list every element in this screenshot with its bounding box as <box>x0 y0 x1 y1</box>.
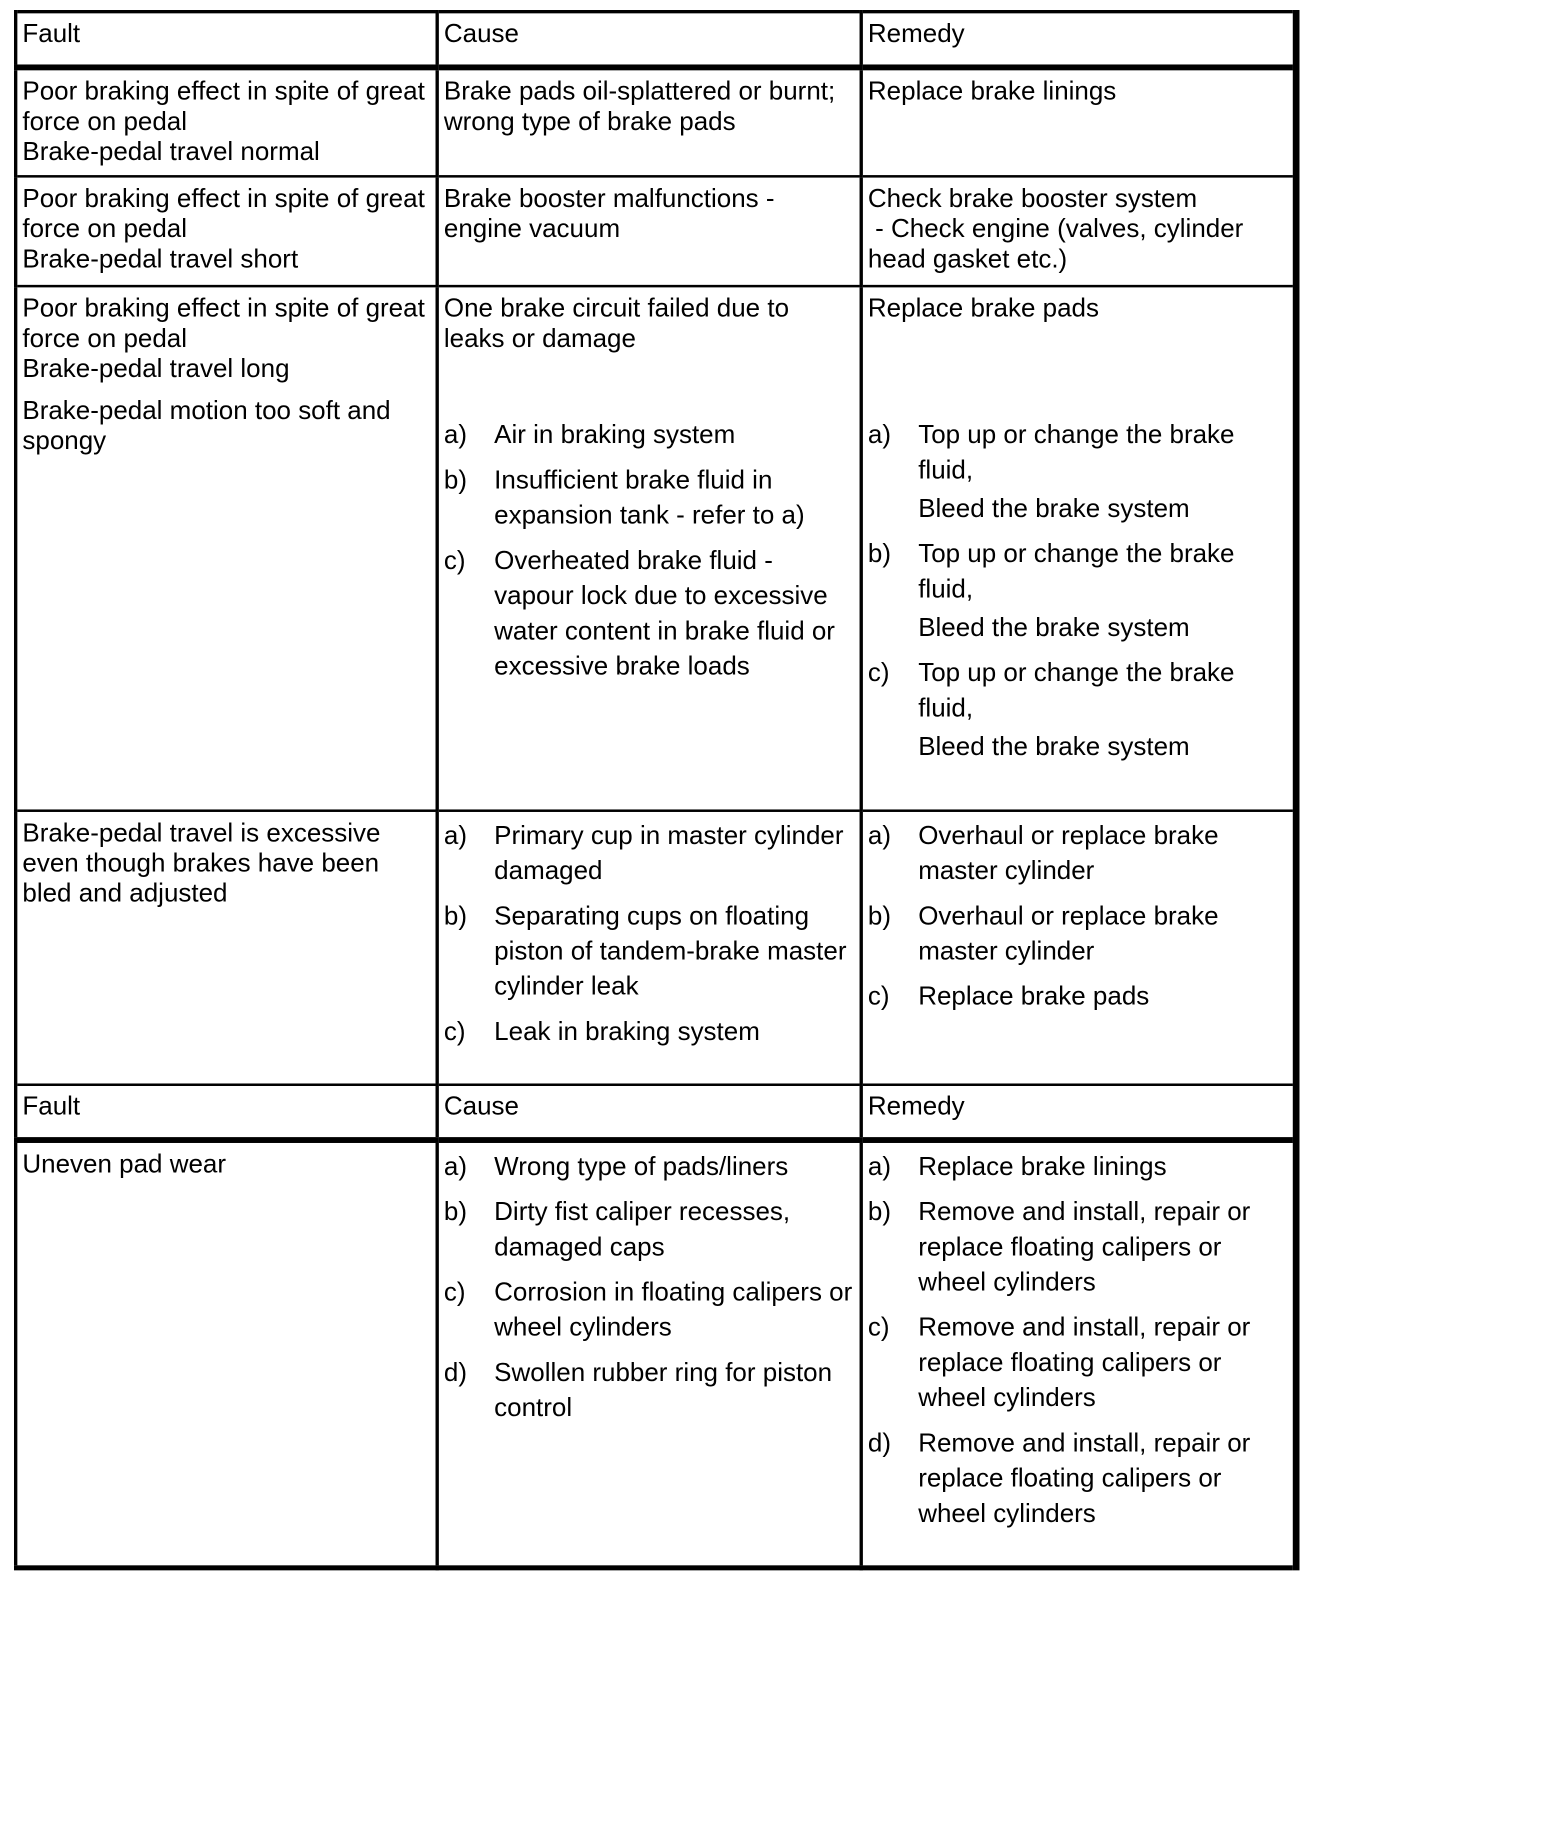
remedy-item <box>868 898 1288 968</box>
item-label: a) <box>443 419 468 450</box>
fault-cell <box>16 811 438 1085</box>
cause-cell <box>437 67 861 176</box>
cause-cell <box>437 176 861 286</box>
remedy-item <box>868 1425 1288 1531</box>
remedy-item <box>868 655 1288 725</box>
remedy-cell <box>861 67 1296 176</box>
fault-line: bled and adjusted <box>22 878 228 908</box>
item-label: a) <box>867 419 892 450</box>
item-text: Overhaul or replace brake master cylinder <box>918 900 1219 966</box>
cause-line: Brake booster malfunctions - <box>443 183 775 213</box>
cause-item <box>444 898 855 1004</box>
cause-line: wrong type of brake pads <box>443 106 736 136</box>
item-text: Air in braking system <box>494 419 736 450</box>
fault-line: force on pedal <box>22 106 188 136</box>
item-label: b) <box>867 538 892 569</box>
cause-cell <box>437 1140 861 1567</box>
item-text: Top up or change the brake fluid, <box>918 419 1235 485</box>
table-row <box>16 811 1296 1085</box>
item-label: b) <box>443 1196 468 1226</box>
table-row <box>16 1140 1296 1567</box>
fault-cell <box>16 1140 438 1567</box>
item-label: c) <box>443 1016 466 1046</box>
item-label: c) <box>443 545 466 575</box>
cause-item <box>444 1149 855 1184</box>
remedy-subitem: Bleed the brake system <box>918 731 1190 761</box>
item-label: b) <box>443 900 468 931</box>
remedy-cell <box>861 286 1296 811</box>
item-text: Top up or change the brake fluid, <box>918 538 1235 604</box>
fault-table <box>14 10 1299 1570</box>
item-text: Overhaul or replace brake master cylinder <box>918 820 1219 885</box>
remedy-item <box>868 536 1288 606</box>
item-text: Primary cup in master cylinder damaged <box>494 820 844 885</box>
cause-item <box>444 1194 855 1264</box>
cause-cell <box>437 286 861 811</box>
header-remedy: Remedy <box>861 12 1296 68</box>
fault-line: force on pedal <box>22 213 188 243</box>
item-label: a) <box>443 1151 468 1181</box>
header-row <box>16 12 1296 68</box>
cause-item <box>444 417 855 452</box>
cause-line: engine vacuum <box>443 213 621 243</box>
header-cause: Cause <box>437 1085 861 1140</box>
remedy-cell <box>861 176 1296 286</box>
cause-line: One brake circuit failed due to <box>443 293 790 323</box>
item-label: c) <box>443 1277 466 1307</box>
remedy-item <box>868 1149 1288 1184</box>
fault-line: Brake-pedal motion too soft and <box>22 395 391 425</box>
cause-item <box>444 818 855 888</box>
item-label: b) <box>443 465 468 495</box>
remedy-cell <box>861 1140 1296 1567</box>
item-text: Replace brake linings <box>918 1151 1167 1181</box>
item-text: Swollen rubber ring for piston control <box>494 1357 833 1423</box>
item-label: c) <box>867 1312 890 1342</box>
remedy-subitem: Bleed the brake system <box>918 612 1190 642</box>
header-row <box>16 1085 1296 1140</box>
item-label: d) <box>867 1427 892 1458</box>
item-text: Remove and install, repair or replace floating calipers or wheel cylinders <box>918 1196 1251 1297</box>
cause-item <box>444 1275 855 1345</box>
fault-cell <box>16 286 438 811</box>
fault-line: spongy <box>22 425 107 455</box>
item-text: Overheated brake fluid - vapour lock due to excessive water content in brake fluid or excessive brake loads <box>494 545 835 681</box>
item-label: c) <box>867 657 890 688</box>
item-text: Remove and install, repair or replace floating calipers or wheel cylinders <box>918 1427 1251 1528</box>
item-label: a) <box>867 1151 892 1181</box>
remedy-item <box>868 1194 1288 1300</box>
remedy-line: Check brake booster system <box>867 183 1198 213</box>
header-fault: Fault <box>16 12 438 68</box>
cause-item <box>444 463 855 533</box>
remedy-item <box>868 818 1288 888</box>
fault-line: Poor braking effect in spite of great <box>22 76 425 106</box>
item-label: c) <box>867 981 890 1011</box>
item-label: d) <box>443 1357 468 1387</box>
cause-item <box>444 543 855 684</box>
remedy-line: head gasket etc.) <box>867 243 1068 274</box>
fault-line: Poor braking effect in spite of great <box>22 293 425 323</box>
remedy-line: Replace brake linings <box>867 76 1117 106</box>
table-row <box>16 286 1296 811</box>
remedy-item <box>868 1310 1288 1416</box>
cause-line: leaks or damage <box>443 323 636 353</box>
item-text: Replace brake pads <box>918 981 1150 1011</box>
remedy-line: Replace brake pads <box>867 293 1099 323</box>
fault-line: Brake-pedal travel normal <box>22 136 320 166</box>
item-label: b) <box>867 1196 892 1226</box>
fault-line: force on pedal <box>22 323 188 353</box>
item-label: a) <box>443 820 468 850</box>
remedy-item <box>868 417 1288 487</box>
item-text: Insufficient brake fluid in expansion tank - refer to a) <box>494 465 805 530</box>
header-fault: Fault <box>16 1085 438 1140</box>
fault-cell <box>16 67 438 176</box>
fault-line: Brake-pedal travel is excessive <box>22 817 381 848</box>
fault-line: Brake-pedal travel short <box>22 243 299 274</box>
remedy-cell <box>861 811 1296 1085</box>
item-text: Leak in braking system <box>494 1016 760 1046</box>
item-label: a) <box>867 820 892 850</box>
table-row <box>16 67 1296 176</box>
item-label: b) <box>867 900 892 931</box>
remedy-line: - Check engine (valves, cylinder <box>867 213 1244 243</box>
remedy-subitem: Bleed the brake system <box>918 493 1190 523</box>
troubleshooting-document <box>14 10 1294 1545</box>
item-text: Separating cups on floating piston of tandem-brake master cylinder leak <box>494 900 847 1001</box>
cause-line: Brake pads oil-splattered or burnt; <box>443 76 836 106</box>
fault-line: Poor braking effect in spite of great <box>22 183 425 213</box>
fault-line: Uneven pad wear <box>22 1148 227 1179</box>
fault-line: even though brakes have been <box>22 848 380 878</box>
fault-cell <box>16 176 438 286</box>
item-text: Dirty fist caliper recesses, damaged caps <box>494 1196 791 1262</box>
fault-line: Brake-pedal travel long <box>22 353 290 383</box>
table-row <box>16 176 1296 286</box>
item-text: Top up or change the brake fluid, <box>918 657 1235 723</box>
cause-item <box>444 1014 855 1049</box>
remedy-item <box>868 979 1288 1014</box>
item-text: Remove and install, repair or replace floating calipers or wheel cylinders <box>918 1312 1251 1412</box>
item-text: Wrong type of pads/liners <box>494 1151 789 1181</box>
cause-cell <box>437 811 861 1085</box>
item-text: Corrosion in floating calipers or wheel cylinders <box>494 1277 853 1342</box>
header-remedy: Remedy <box>861 1085 1296 1140</box>
header-cause: Cause <box>437 12 861 68</box>
cause-item <box>444 1355 855 1425</box>
